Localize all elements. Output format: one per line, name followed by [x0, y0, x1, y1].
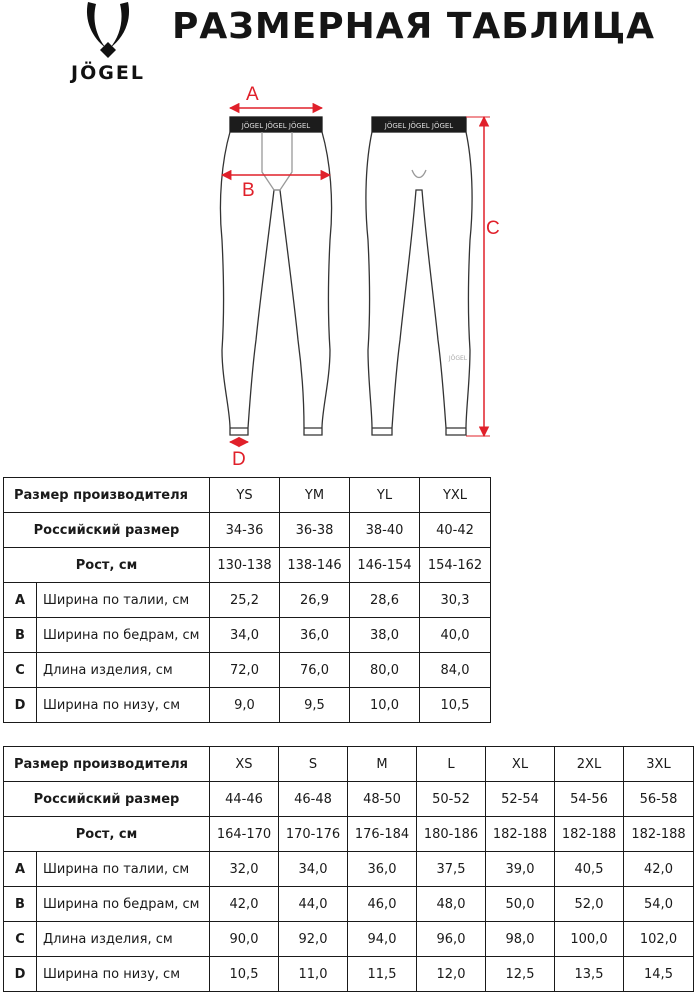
table-cell: 34,0 — [210, 618, 280, 653]
table-cell: 40,0 — [420, 618, 491, 653]
param-name: Ширина по низу, см — [37, 688, 210, 723]
table-cell: 44-46 — [210, 782, 279, 817]
table-cell: 37,5 — [417, 852, 486, 887]
size-cell: YL — [350, 478, 420, 513]
table-cell: 14,5 — [624, 957, 694, 992]
back-view — [366, 117, 472, 435]
param-letter: B — [4, 887, 37, 922]
table-cell: 164-170 — [210, 817, 279, 852]
table-cell: 34-36 — [210, 513, 280, 548]
table-cell: 38,0 — [350, 618, 420, 653]
table-cell: 11,0 — [279, 957, 348, 992]
table-cell: 26,9 — [280, 583, 350, 618]
size-table-kids — [3, 477, 491, 723]
table-cell: 138-146 — [280, 548, 350, 583]
param-letter: C — [4, 922, 37, 957]
param-name: Ширина по бедрам, см — [37, 887, 210, 922]
table-cell: 146-154 — [350, 548, 420, 583]
table-cell: 25,2 — [210, 583, 280, 618]
table-cell: 36-38 — [280, 513, 350, 548]
table-cell: 48-50 — [348, 782, 417, 817]
dimension-label-b: B — [242, 180, 255, 201]
table-cell: 130-138 — [210, 548, 280, 583]
table-row — [4, 782, 694, 817]
param-letter: C — [4, 653, 37, 688]
size-cell: M — [348, 747, 417, 782]
table-cell: 46,0 — [348, 887, 417, 922]
table-cell: 80,0 — [350, 653, 420, 688]
table-cell: 182-188 — [486, 817, 555, 852]
table-cell: 10,5 — [210, 957, 279, 992]
table-cell: 48,0 — [417, 887, 486, 922]
param-letter: D — [4, 957, 37, 992]
table-cell: 34,0 — [279, 852, 348, 887]
table-cell: 72,0 — [210, 653, 280, 688]
table-cell: 50-52 — [417, 782, 486, 817]
table-cell: 9,5 — [280, 688, 350, 723]
dimension-label-a: A — [246, 84, 259, 105]
table-cell: 92,0 — [279, 922, 348, 957]
table-cell: 30,3 — [420, 583, 491, 618]
table-cell: 76,0 — [280, 653, 350, 688]
table-cell: 28,6 — [350, 583, 420, 618]
table-cell: 52-54 — [486, 782, 555, 817]
brand-name: JÖGEL — [71, 62, 145, 84]
height-label: Рост, см — [4, 548, 210, 583]
table-cell: 10,5 — [420, 688, 491, 723]
table-row — [4, 747, 694, 782]
table-row — [4, 548, 491, 583]
svg-text:JÖGEL JÖGEL JÖGEL: JÖGEL JÖGEL JÖGEL — [384, 122, 454, 130]
table-row — [4, 852, 694, 887]
jogel-emblem-icon — [82, 0, 134, 60]
table-cell: 154-162 — [420, 548, 491, 583]
table-cell: 11,5 — [348, 957, 417, 992]
table-row — [4, 513, 491, 548]
param-letter: A — [4, 852, 37, 887]
size-table-adult — [3, 746, 694, 992]
table-cell: 12,0 — [417, 957, 486, 992]
param-letter: A — [4, 583, 37, 618]
table-cell: 44,0 — [279, 887, 348, 922]
dimension-label-c: C — [486, 218, 500, 239]
table-cell: 182-188 — [555, 817, 624, 852]
param-name: Длина изделия, см — [37, 922, 210, 957]
brand-logo — [60, 0, 156, 92]
maker-size-label: Размер производителя — [4, 747, 210, 782]
table-cell: 52,0 — [555, 887, 624, 922]
param-name: Ширина по талии, см — [37, 852, 210, 887]
size-cell: 2XL — [555, 747, 624, 782]
table-cell: 84,0 — [420, 653, 491, 688]
param-name: Ширина по бедрам, см — [37, 618, 210, 653]
table-cell: 176-184 — [348, 817, 417, 852]
size-cell: XS — [210, 747, 279, 782]
table-cell: 102,0 — [624, 922, 694, 957]
table-cell: 40,5 — [555, 852, 624, 887]
table-cell: 9,0 — [210, 688, 280, 723]
russian-size-label: Российский размер — [4, 513, 210, 548]
page-title: РАЗМЕРНАЯ ТАБЛИЦА — [172, 6, 656, 47]
table-cell: 96,0 — [417, 922, 486, 957]
table-row — [4, 922, 694, 957]
table-cell: 46-48 — [279, 782, 348, 817]
russian-size-label: Российский размер — [4, 782, 210, 817]
table-row — [4, 618, 491, 653]
table-cell: 54-56 — [555, 782, 624, 817]
size-cell: YM — [280, 478, 350, 513]
size-cell: S — [279, 747, 348, 782]
table-row — [4, 887, 694, 922]
table-cell: 182-188 — [624, 817, 694, 852]
table-row — [4, 478, 491, 513]
dimension-label-d: D — [232, 449, 246, 470]
table-cell: 39,0 — [486, 852, 555, 887]
svg-text:JÖGEL: JÖGEL — [448, 355, 468, 362]
table-cell: 40-42 — [420, 513, 491, 548]
table-row — [4, 817, 694, 852]
table-cell: 90,0 — [210, 922, 279, 957]
table-cell: 42,0 — [210, 887, 279, 922]
maker-size-label: Размер производителя — [4, 478, 210, 513]
table-cell: 56-58 — [624, 782, 694, 817]
table-cell: 36,0 — [348, 852, 417, 887]
table-cell: 100,0 — [555, 922, 624, 957]
table-cell: 94,0 — [348, 922, 417, 957]
table-cell: 13,5 — [555, 957, 624, 992]
size-cell: YXL — [420, 478, 491, 513]
param-name: Ширина по низу, см — [37, 957, 210, 992]
table-cell: 42,0 — [624, 852, 694, 887]
table-row — [4, 957, 694, 992]
param-name: Длина изделия, см — [37, 653, 210, 688]
table-cell: 12,5 — [486, 957, 555, 992]
table-row — [4, 653, 491, 688]
table-row — [4, 688, 491, 723]
param-letter: D — [4, 688, 37, 723]
table-cell: 54,0 — [624, 887, 694, 922]
table-cell: 10,0 — [350, 688, 420, 723]
size-cell: L — [417, 747, 486, 782]
param-name: Ширина по талии, см — [37, 583, 210, 618]
table-cell: 36,0 — [280, 618, 350, 653]
table-cell: 170-176 — [279, 817, 348, 852]
size-cell: XL — [486, 747, 555, 782]
front-view — [220, 117, 331, 435]
table-cell: 50,0 — [486, 887, 555, 922]
table-cell: 98,0 — [486, 922, 555, 957]
table-row — [4, 583, 491, 618]
size-cell: 3XL — [624, 747, 694, 782]
garment-diagram — [200, 80, 520, 464]
table-cell: 180-186 — [417, 817, 486, 852]
svg-text:JÖGEL JÖGEL JÖGEL: JÖGEL JÖGEL JÖGEL — [241, 122, 311, 130]
param-letter: B — [4, 618, 37, 653]
table-cell: 38-40 — [350, 513, 420, 548]
size-cell: YS — [210, 478, 280, 513]
height-label: Рост, см — [4, 817, 210, 852]
table-cell: 32,0 — [210, 852, 279, 887]
